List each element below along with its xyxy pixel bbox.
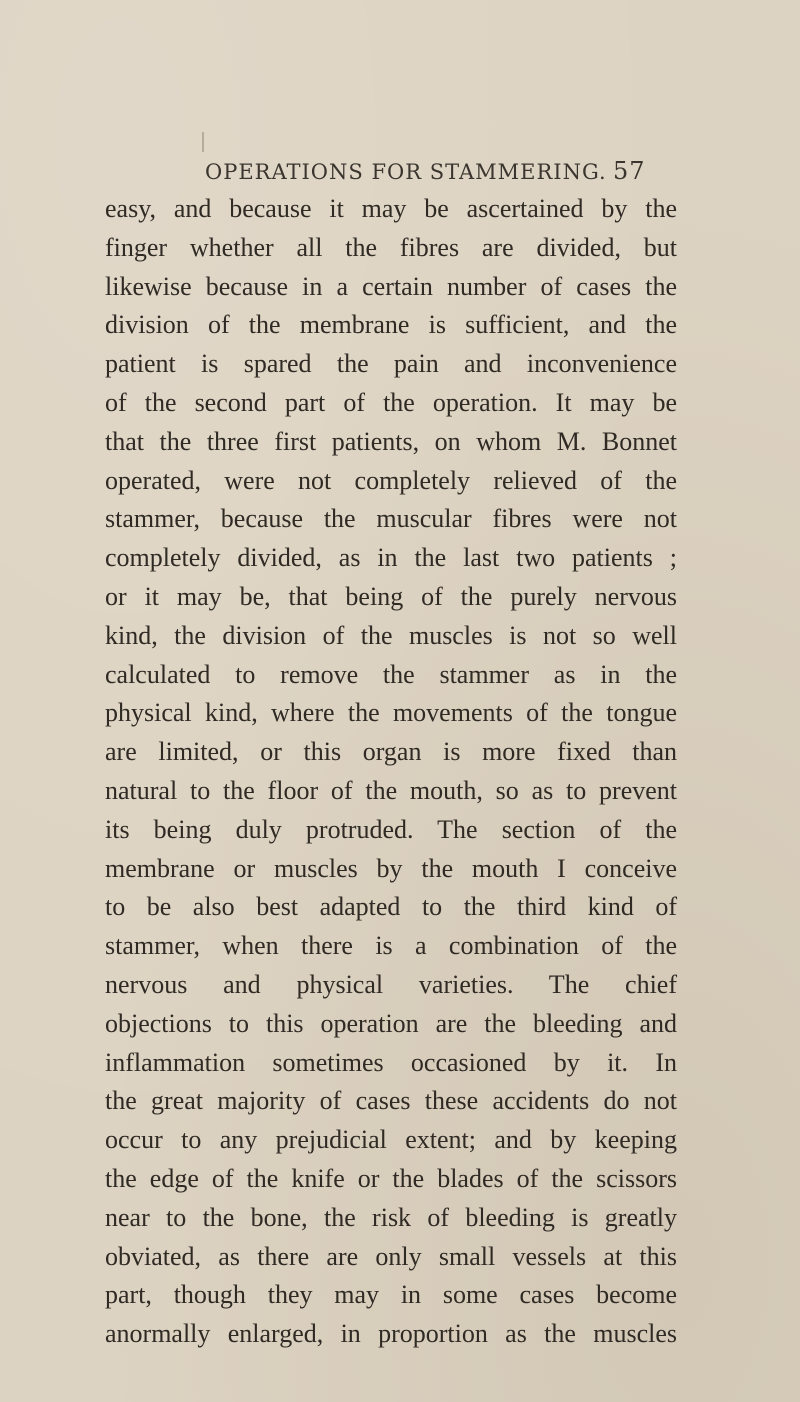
text-line: the edge of the knife or the blades of the scissors [105,1163,677,1193]
text-line: completely divided, as in the last two patients ; [105,543,677,573]
running-head [205,157,685,192]
text-line: patient is spared the pain and inconvenience [105,349,677,379]
running-title: OPERATIONS FOR STAMMERING. [205,160,607,184]
text-line: anormally enlarged, in proportion as the muscles [105,1319,677,1349]
text-line: or it may be, that being of the purely nervous [105,581,677,611]
text-line: that the three first patients, on whom M. Bonnet [105,426,677,456]
text-line: are limited, or this organ is more fixed than [105,737,677,767]
text-line: occur to any prejudicial extent; and by keeping [105,1125,677,1155]
text-line: finger whether all the fibres are divided, but [105,232,677,262]
text-line: of the second part of the operation. It may be [105,387,677,417]
text-line: near to the bone, the risk of bleeding is greatly [105,1202,677,1232]
text-line: objections to this operation are the bleeding and [105,1008,677,1038]
text-line: operated, were not completely relieved of the [105,465,677,495]
text-line: likewise because in a certain number of cases the [105,271,677,301]
text-line: physical kind, where the movements of the tongue [105,698,677,728]
text-line: kind, the division of the muscles is not so well [105,620,677,650]
text-line: its being duly protruded. The section of the [105,814,677,844]
page-number: 57 [613,157,646,185]
text-line: obviated, as there are only small vessels at this [105,1241,677,1271]
text-line: natural to the floor of the mouth, so as to prevent [105,775,677,805]
text-line: stammer, when there is a combination of the [105,931,677,961]
text-line: the great majority of cases these accidents do not [105,1086,677,1116]
text-line: stammer, because the muscular fibres were not [105,504,677,534]
text-line: part, though they may in some cases become [105,1280,677,1310]
text-line: division of the membrane is sufficient, and the [105,310,677,340]
text-line: to be also best adapted to the third kind of [105,892,677,922]
text-line: membrane or muscles by the mouth I conceive [105,853,677,883]
text-line: calculated to remove the stammer as in the [105,659,677,689]
text-line: easy, and because it may be ascertained by the [105,194,677,223]
gutter-mark [202,132,204,152]
body-text [105,190,677,1354]
text-line: nervous and physical varieties. The chief [105,969,677,999]
text-line: inflammation sometimes occasioned by it. In [105,1047,677,1077]
